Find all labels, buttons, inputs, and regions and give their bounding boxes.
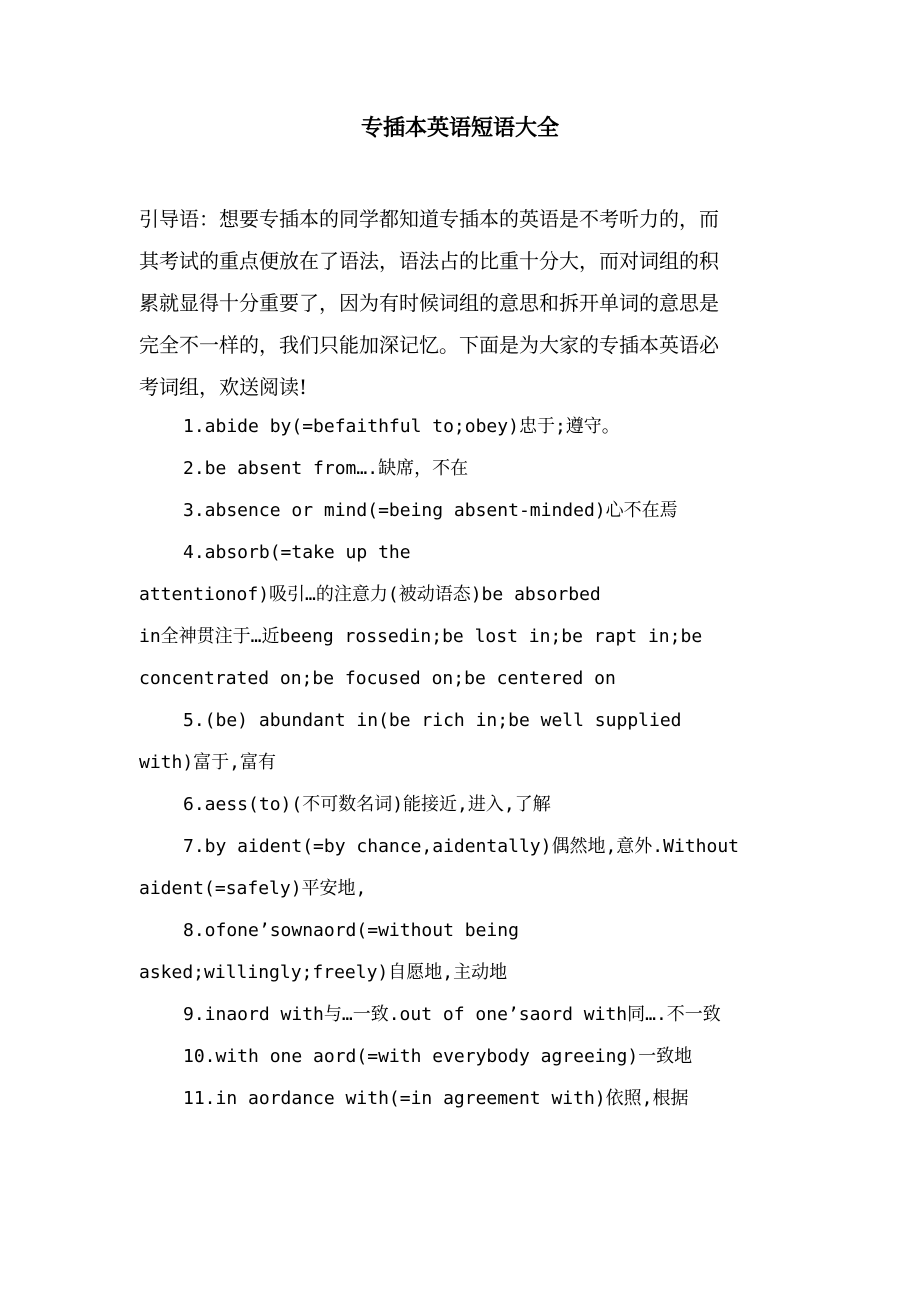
phrase-item-7: 7.by aident(=by chance,aidentally)偶然地,意外.Without <box>183 836 739 857</box>
phrase-item-4: 4.absorb(=take up the <box>183 542 411 563</box>
phrase-item-7-cont: aident(=safely)平安地, <box>139 878 367 899</box>
intro-line: 引导语：想要专插本的同学都知道专插本的英语是不考听力的，而 <box>139 207 719 231</box>
phrase-item-6: 6.aess(to)(不可数名词)能接近,进入,了解 <box>183 794 551 815</box>
intro-line: 其考试的重点便放在了语法，语法占的比重十分大，而对词组的积 <box>139 249 719 273</box>
intro-paragraph <box>139 198 779 408</box>
phrase-item-11: 11.in aordance with(=in agreement with)依照,根据 <box>183 1088 689 1109</box>
phrase-item-5: 5.(be) abundant in(be rich in;be well supplied <box>183 710 682 731</box>
phrase-item-4-cont: in全神贯注于…近beeng rossedin;be lost in;be rapt in;be <box>139 626 703 647</box>
intro-line: 完全不一样的，我们只能加深记忆。下面是为大家的专插本英语必 <box>139 333 719 357</box>
phrase-item-8: 8.ofone’sownaord(=without being <box>183 920 519 941</box>
phrase-item-5-cont: with)富于,富有 <box>139 752 277 773</box>
phrase-item-8-cont: asked;willingly;freely)自愿地,主动地 <box>139 962 508 983</box>
phrase-item-1: 1.abide by(=befaithful to;obey)忠于;遵守。 <box>183 416 620 437</box>
intro-line: 考词组，欢送阅读! <box>139 375 308 399</box>
phrase-item-4-cont: concentrated on;be focused on;be centered on <box>139 668 616 689</box>
phrase-item-9: 9.inaord with与…一致.out of one’saord with同….不一致 <box>183 1004 721 1025</box>
phrase-item-4-cont: attentionof)吸引…的注意力(被动语态)be absorbed <box>139 584 601 605</box>
phrase-item-3: 3.absence or mind(=being absent-minded)心不在焉 <box>183 500 678 521</box>
intro-line: 累就显得十分重要了，因为有时候词组的意思和拆开单词的意思是 <box>139 291 719 315</box>
phrase-list <box>139 406 819 1120</box>
phrase-item-2: 2.be absent from….缺席，不在 <box>183 458 469 479</box>
document-title: 专插本英语短语大全 <box>360 115 559 141</box>
phrase-item-10: 10.with one aord(=with everybody agreeing)一致地 <box>183 1046 693 1067</box>
